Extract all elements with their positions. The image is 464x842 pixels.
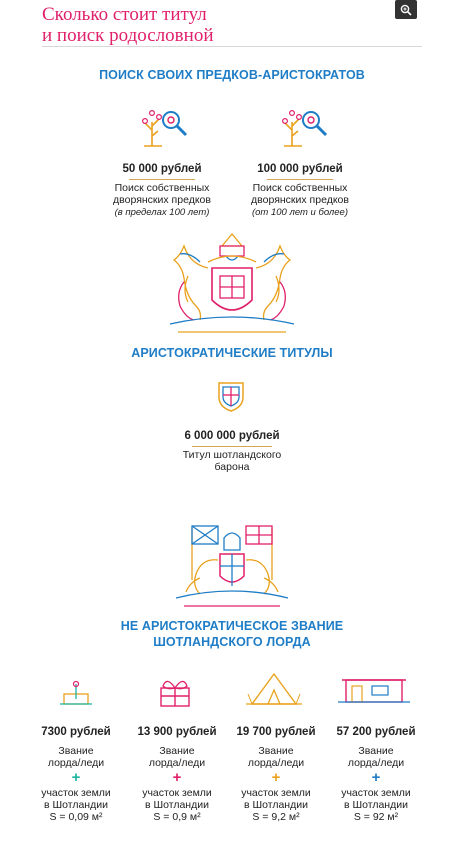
desc-search-2: Поиск собственных дворянских предков (от 100 лет и более) (251, 182, 349, 218)
plus-sign: + (371, 769, 381, 786)
land-area: S = 0,09 м² (49, 811, 103, 823)
section3-heading-line-2: ШОТЛАНДСКОГО ЛОРДА (153, 635, 311, 649)
lord-title-line: лорда/леди (347, 757, 405, 769)
land-line: участок земли (241, 787, 311, 799)
title-line-2: и поиск родословной (42, 25, 214, 46)
title-divider (42, 46, 422, 47)
lord-option-3 (226, 726, 326, 823)
land-line: в Шотландии (244, 799, 308, 811)
lord-option-1 (28, 726, 124, 823)
lord-option-2 (127, 726, 227, 823)
lord-title-line: лорда/леди (247, 757, 305, 769)
flags-coat-of-arms-icon (170, 520, 294, 612)
lord-title-line: Звание (258, 745, 294, 757)
zoom-icon (400, 4, 412, 16)
land-line: в Шотландии (344, 799, 408, 811)
land-line: в Шотландии (44, 799, 108, 811)
page-title (42, 4, 422, 46)
lord-title-line: лорда/леди (148, 757, 206, 769)
lord-title-line: лорда/леди (47, 757, 105, 769)
lord-option-4 (325, 726, 427, 823)
plus-sign: + (71, 769, 81, 786)
lord-title-line: Звание (159, 745, 195, 757)
section3-heading (0, 618, 464, 650)
lord-option-price: 13 900 рублей (137, 726, 217, 738)
family-tree-search-icon (140, 104, 190, 148)
section3-heading-line-1: НЕ АРИСТОКРАТИЧЕСКОЕ ЗВАНИЕ (120, 619, 344, 633)
desc-baron: Титул шотландского барона (182, 449, 282, 473)
plus-sign: + (172, 769, 182, 786)
gift-icon (157, 678, 193, 708)
price-search-2: 100 000 рублей (230, 163, 370, 175)
land-line: участок земли (142, 787, 212, 799)
plus-sign: + (271, 769, 281, 786)
section2-heading: АРИСТОКРАТИЧЕСКИЕ ТИТУЛЫ (131, 346, 333, 360)
land-line: участок земли (41, 787, 111, 799)
house-icon (338, 672, 410, 708)
zoom-button[interactable] (395, 0, 417, 19)
lord-title-line: Звание (58, 745, 94, 757)
lord-option-price: 19 700 рублей (236, 726, 316, 738)
coat-of-arms-icon (160, 232, 304, 338)
land-area: S = 9,2 м² (252, 811, 300, 823)
price-baron: 6 000 000 рублей (155, 430, 309, 442)
land-line: в Шотландии (145, 799, 209, 811)
family-tree-search-icon (280, 104, 330, 148)
land-area: S = 92 м² (353, 811, 399, 823)
section1-heading: ПОИСК СВОИХ ПРЕДКОВ-АРИСТОКРАТОВ (99, 68, 365, 82)
title-line-1: Сколько стоит титул (42, 4, 207, 25)
land-line: участок земли (341, 787, 411, 799)
lord-title-line: Звание (358, 745, 394, 757)
price-search-1: 50 000 рублей (92, 163, 232, 175)
flag-plot-icon (60, 680, 92, 708)
tent-icon (246, 670, 302, 708)
lord-option-price: 57 200 рублей (336, 726, 416, 738)
desc-search-1: Поиск собственных дворянских предков (в пределах 100 лет) (113, 182, 211, 218)
lord-option-price: 7300 рублей (41, 726, 111, 738)
shield-icon (217, 381, 245, 413)
land-area: S = 0,9 м² (153, 811, 201, 823)
